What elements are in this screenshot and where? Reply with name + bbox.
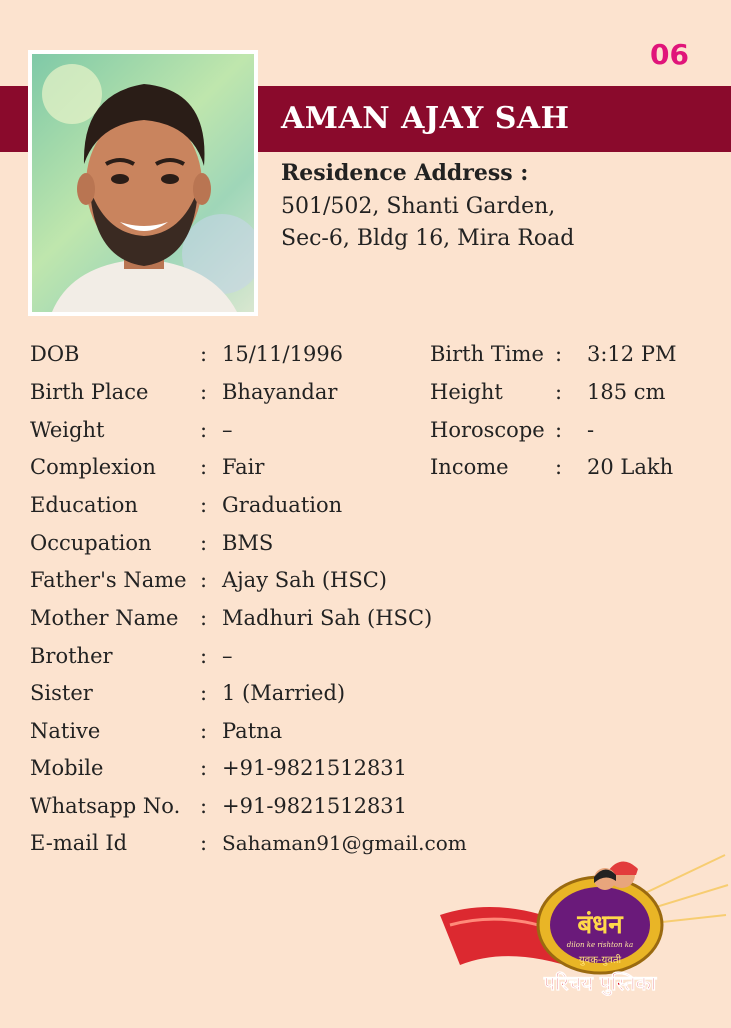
profile-photo [32, 54, 254, 312]
occupation-value: BMS [222, 531, 274, 555]
separator-colon: : [200, 606, 208, 630]
candidate-name: AMAN AJAY SAH [281, 101, 570, 136]
separator-colon: : [200, 568, 208, 592]
education-value: Graduation [222, 493, 343, 517]
separator-colon: : [555, 455, 563, 479]
weight-label: Weight [30, 418, 105, 442]
complexion-value: Fair [222, 455, 265, 479]
separator-colon: : [200, 418, 208, 442]
birth-time-value: 3:12 PM [587, 342, 677, 366]
mother-name-value: Madhuri Sah (HSC) [222, 606, 433, 630]
birth-place-label: Birth Place [30, 380, 149, 404]
email-value: Sahaman91@gmail.com [222, 831, 467, 855]
sister-value: 1 (Married) [222, 681, 346, 705]
address-label: Residence Address : [281, 160, 529, 186]
logo-title: बंधन [577, 910, 623, 940]
separator-colon: : [555, 418, 563, 442]
native-value: Patna [222, 719, 283, 743]
separator-colon: : [200, 644, 208, 668]
separator-colon: : [200, 380, 208, 404]
logo-caption: परिचय पुस्तिका [543, 971, 657, 995]
separator-colon: : [200, 719, 208, 743]
mother-name-label: Mother Name [30, 606, 179, 630]
separator-colon: : [200, 493, 208, 517]
birth-place-value: Bhayandar [222, 380, 338, 404]
occupation-label: Occupation [30, 531, 152, 555]
horoscope-label: Horoscope [430, 418, 545, 442]
separator-colon: : [200, 756, 208, 780]
income-label: Income [430, 455, 509, 479]
father-name-label: Father's Name [30, 568, 187, 592]
dob-value: 15/11/1996 [222, 342, 344, 366]
logo-subtitle: युवक-युवती [578, 955, 622, 966]
separator-colon: : [555, 380, 563, 404]
address-line-1: 501/502, Shanti Garden, [281, 194, 556, 219]
address-line-2: Sec-6, Bldg 16, Mira Road [281, 226, 575, 251]
separator-colon: : [200, 531, 208, 555]
profile-photo-frame [28, 50, 258, 316]
separator-colon: : [200, 794, 208, 818]
whatsapp-label: Whatsapp No. [30, 794, 181, 818]
sister-label: Sister [30, 681, 93, 705]
complexion-label: Complexion [30, 455, 156, 479]
weight-value: – [222, 418, 233, 442]
native-label: Native [30, 719, 101, 743]
mobile-value: +91-9821512831 [222, 756, 408, 780]
separator-colon: : [200, 455, 208, 479]
horoscope-value: - [587, 418, 595, 442]
height-label: Height [430, 380, 503, 404]
brother-value: – [222, 644, 233, 668]
separator-colon: : [200, 342, 208, 366]
father-name-value: Ajay Sah (HSC) [222, 568, 387, 592]
separator-colon: : [555, 342, 563, 366]
page-number: 06 [650, 38, 689, 71]
bandhan-logo [440, 845, 730, 1024]
email-label: E-mail Id [30, 831, 128, 855]
portrait-illustration [32, 54, 254, 312]
logo-tagline: dilon ke rishton ka [566, 941, 634, 949]
dob-label: DOB [30, 342, 80, 366]
height-value: 185 cm [587, 380, 666, 404]
education-label: Education [30, 493, 138, 517]
whatsapp-value: +91-9821512831 [222, 794, 408, 818]
income-value: 20 Lakh [587, 455, 674, 479]
mobile-label: Mobile [30, 756, 104, 780]
birth-time-label: Birth Time [430, 342, 544, 366]
separator-colon: : [200, 681, 208, 705]
separator-colon: : [200, 831, 208, 855]
brother-label: Brother [30, 644, 113, 668]
